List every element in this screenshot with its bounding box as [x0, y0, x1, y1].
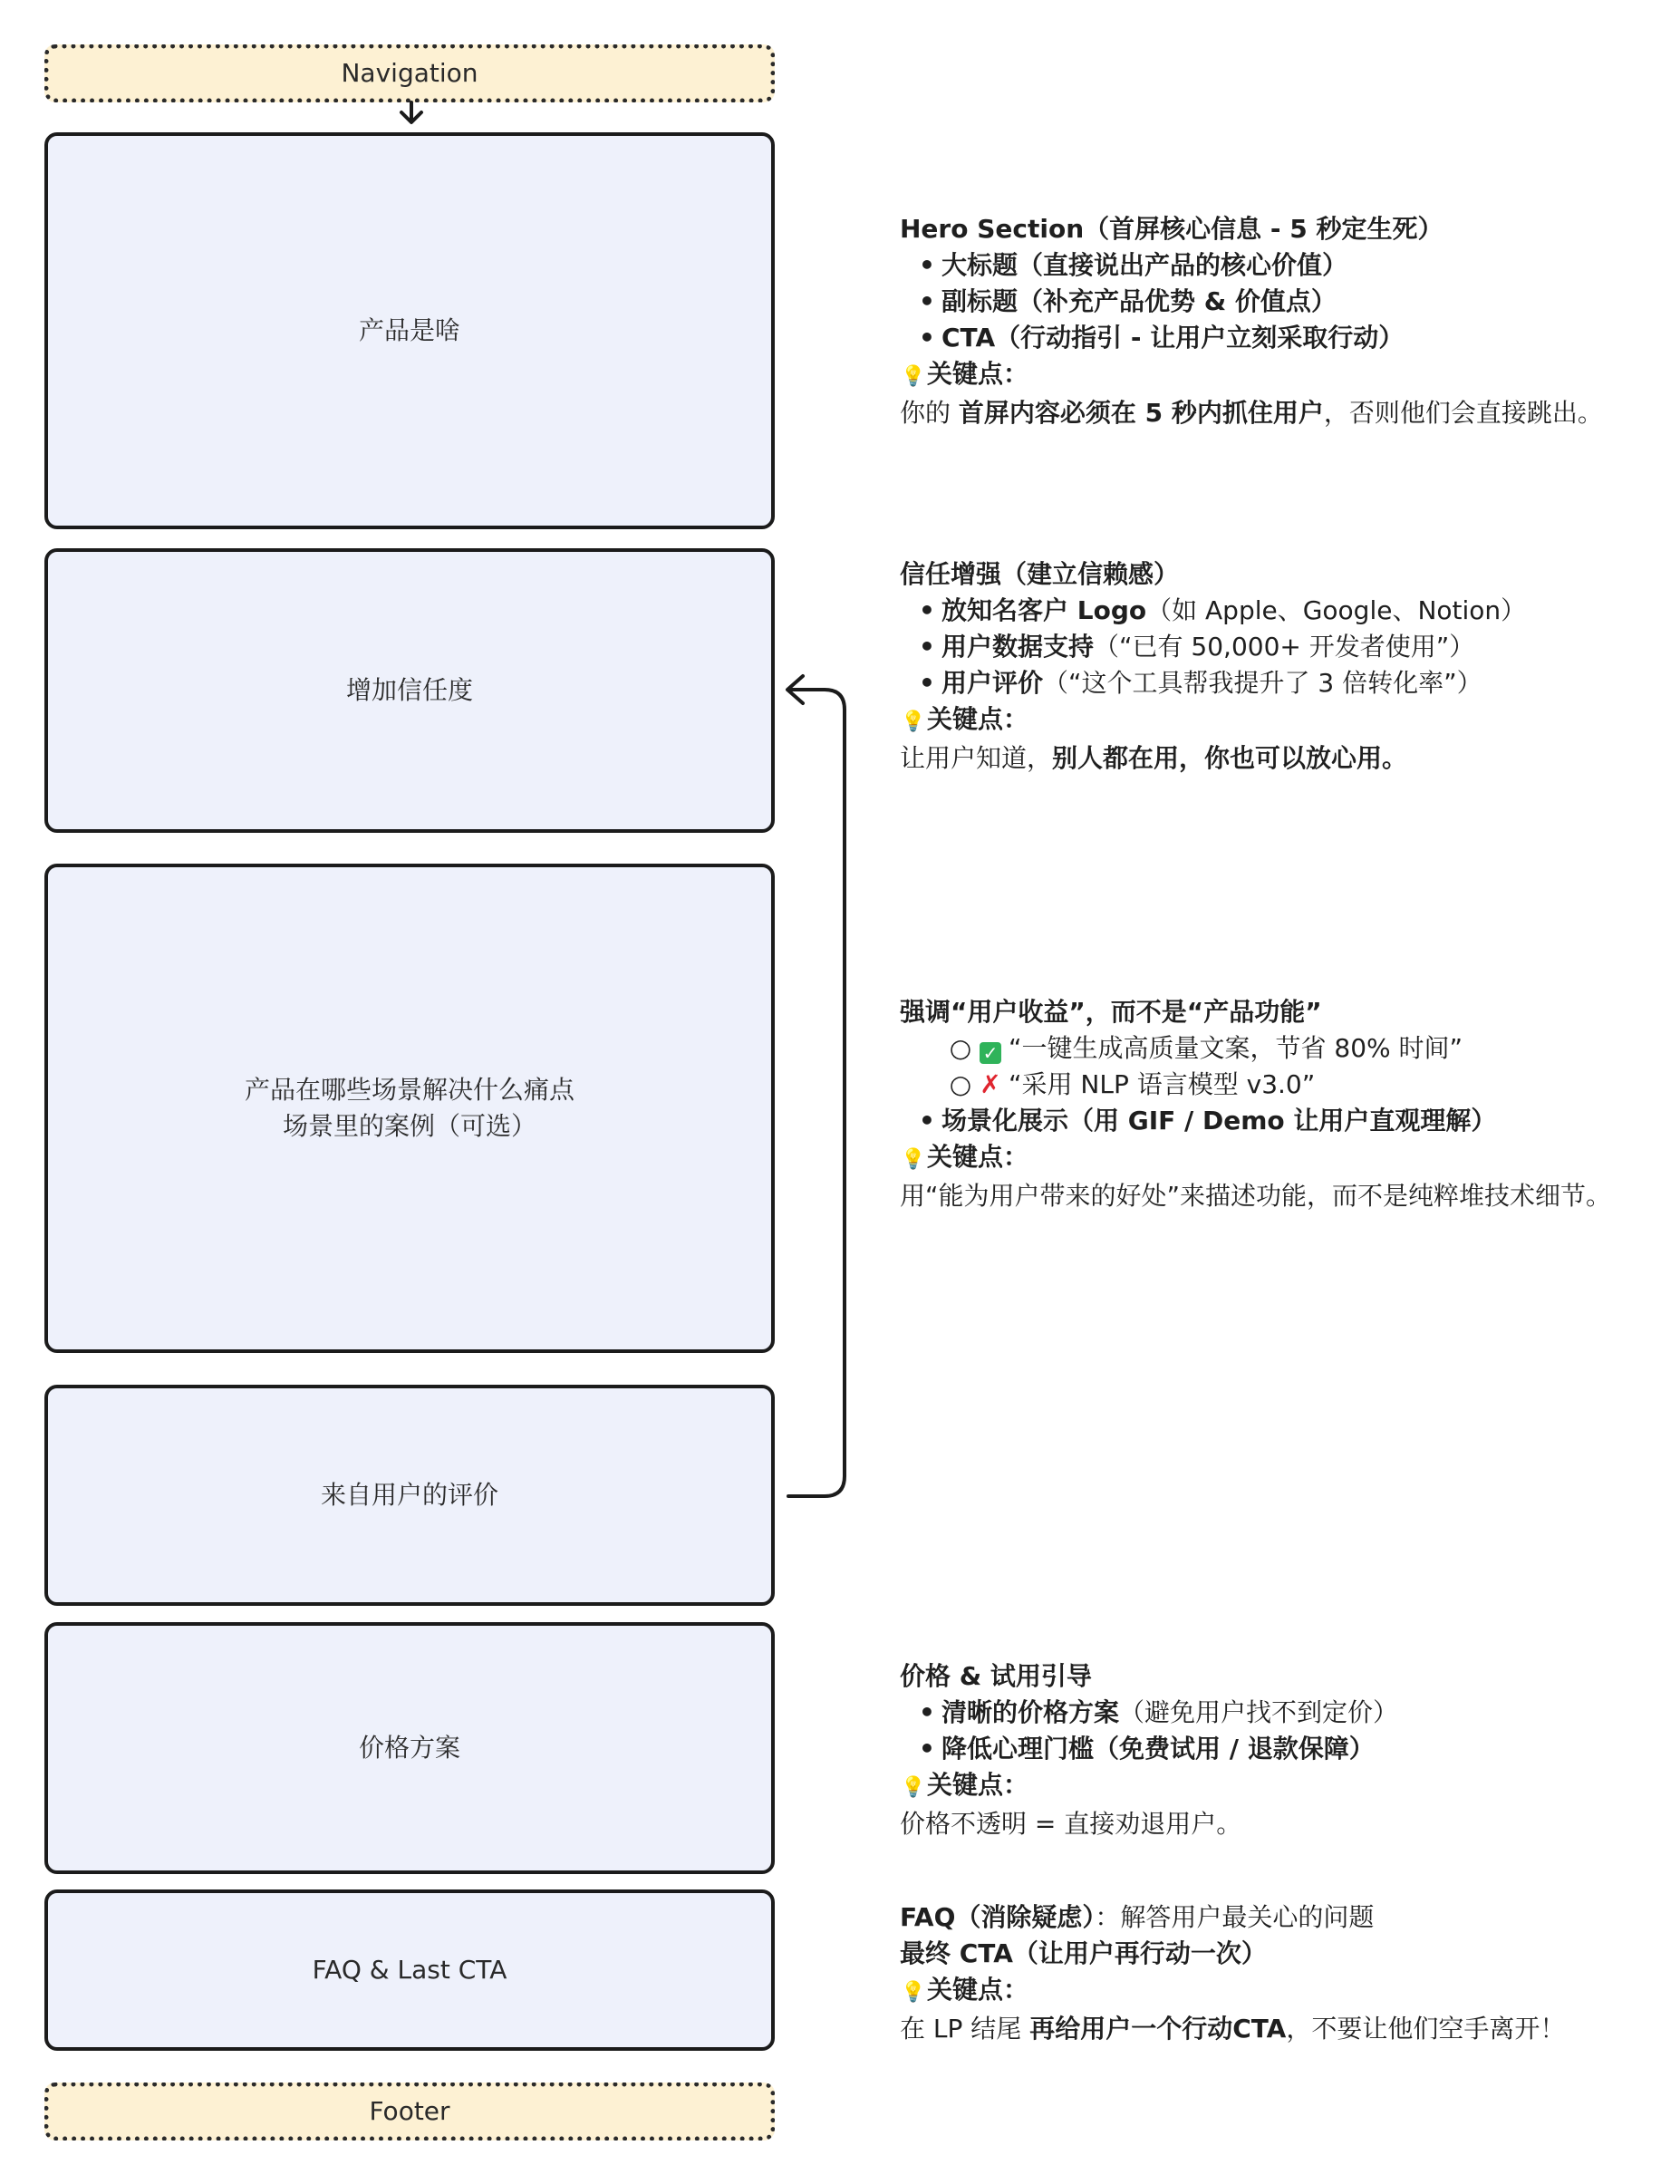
final-cta-line: 最终 CTA（让用户再行动一次）: [900, 1938, 1267, 1968]
nav-down-arrow: [401, 102, 421, 122]
key-point-label: 💡关键点：: [900, 701, 1652, 740]
key-point-text: 你的 首屏内容必须在 5 秒内抓住用户，否则他们会直接跳出。: [900, 398, 1603, 428]
circle-bullet-icon: ○: [949, 1069, 972, 1099]
bullet-icon: •: [919, 632, 935, 662]
key-point-text: 价格不透明 = 直接劝退用户。: [900, 1809, 1242, 1839]
benefits-note-title: 强调“用户收益”，而不是“产品功能”: [900, 997, 1322, 1027]
testimonials-to-trust-arrow: [787, 676, 845, 1496]
cross-icon: ✗: [980, 1069, 1001, 1099]
list-item: • 大标题（直接说出产品的核心价值）: [900, 247, 1652, 284]
list-item: ○ ✓ “一键生成高质量文案，节省 80% 时间”: [900, 1030, 1652, 1067]
list-item: • 副标题（补充产品优势 & 价值点）: [900, 284, 1652, 320]
pricing-note-title: 价格 & 试用引导: [900, 1661, 1092, 1691]
key-point-label: 💡关键点：: [900, 1767, 1652, 1806]
key-point-label: 💡关键点：: [900, 356, 1652, 395]
key-point-text: 让用户知道，别人都在用，你也可以放心用。: [900, 743, 1408, 773]
pricing-box: 价格方案: [44, 1622, 775, 1874]
faq-note: [900, 1899, 1652, 2047]
bullet-icon: •: [919, 286, 935, 316]
bullet-icon: •: [919, 323, 935, 353]
lightbulb-icon: 💡: [901, 1148, 926, 1171]
check-icon: ✓: [980, 1042, 1001, 1064]
trust-box: 增加信任度: [44, 548, 775, 833]
hero-note: [900, 211, 1652, 431]
pricing-note: [900, 1658, 1652, 1842]
hero-box: 产品是啥: [44, 132, 775, 529]
list-item: • 用户评价（“这个工具帮我提升了 3 倍转化率”）: [900, 665, 1652, 701]
trust-note-title: 信任增强（建立信赖感）: [900, 559, 1180, 589]
list-item: • 用户数据支持（“已有 50,000+ 开发者使用”）: [900, 629, 1652, 665]
footer-box: Footer: [44, 2083, 775, 2141]
key-point-text: 用“能为用户带来的好处”来描述功能，而不是纯粹堆技术细节。: [900, 1181, 1612, 1211]
circle-bullet-icon: ○: [949, 1033, 972, 1063]
bullet-icon: •: [919, 1734, 935, 1764]
hero-note-title: Hero Section（首屏核心信息 - 5 秒定生死）: [900, 214, 1443, 244]
key-point-label: 💡关键点：: [900, 1139, 1652, 1178]
bullet-icon: •: [919, 1697, 935, 1727]
lightbulb-icon: 💡: [901, 1776, 926, 1799]
list-item: • CTA（行动指引 - 让用户立刻采取行动）: [900, 320, 1652, 356]
key-point-label: 💡关键点：: [900, 1972, 1652, 2011]
navigation-box: Navigation: [44, 44, 775, 102]
bullet-icon: •: [919, 595, 935, 625]
faq-box: FAQ & Last CTA: [44, 1889, 775, 2051]
key-point-text: 在 LP 结尾 再给用户一个行动CTA，不要让他们空手离开！: [900, 2014, 1566, 2044]
lightbulb-icon: 💡: [901, 1981, 926, 2004]
lightbulb-icon: 💡: [901, 710, 926, 733]
trust-note: [900, 556, 1652, 777]
bullet-icon: •: [919, 668, 935, 698]
list-item: • 场景化展示（用 GIF / Demo 让用户直观理解）: [900, 1103, 1652, 1139]
list-item: • 清晰的价格方案（避免用户找不到定价）: [900, 1695, 1652, 1731]
benefits-note: [900, 994, 1652, 1214]
list-item: ○ ✗ “采用 NLP 语言模型 v3.0”: [900, 1067, 1652, 1103]
list-item: • 降低心理门槛（免费试用 / 退款保障）: [900, 1731, 1652, 1767]
scenarios-box: 产品在哪些场景解决什么痛点 场景里的案例（可选）: [44, 864, 775, 1353]
list-item: • 放知名客户 Logo（如 Apple、Google、Notion）: [900, 593, 1652, 629]
bullet-icon: •: [919, 250, 935, 280]
testimonials-box: 来自用户的评价: [44, 1385, 775, 1606]
bullet-icon: •: [919, 1106, 935, 1135]
faq-note-line: FAQ（消除疑虑）：解答用户最关心的问题: [900, 1902, 1375, 1932]
lightbulb-icon: 💡: [901, 365, 926, 388]
